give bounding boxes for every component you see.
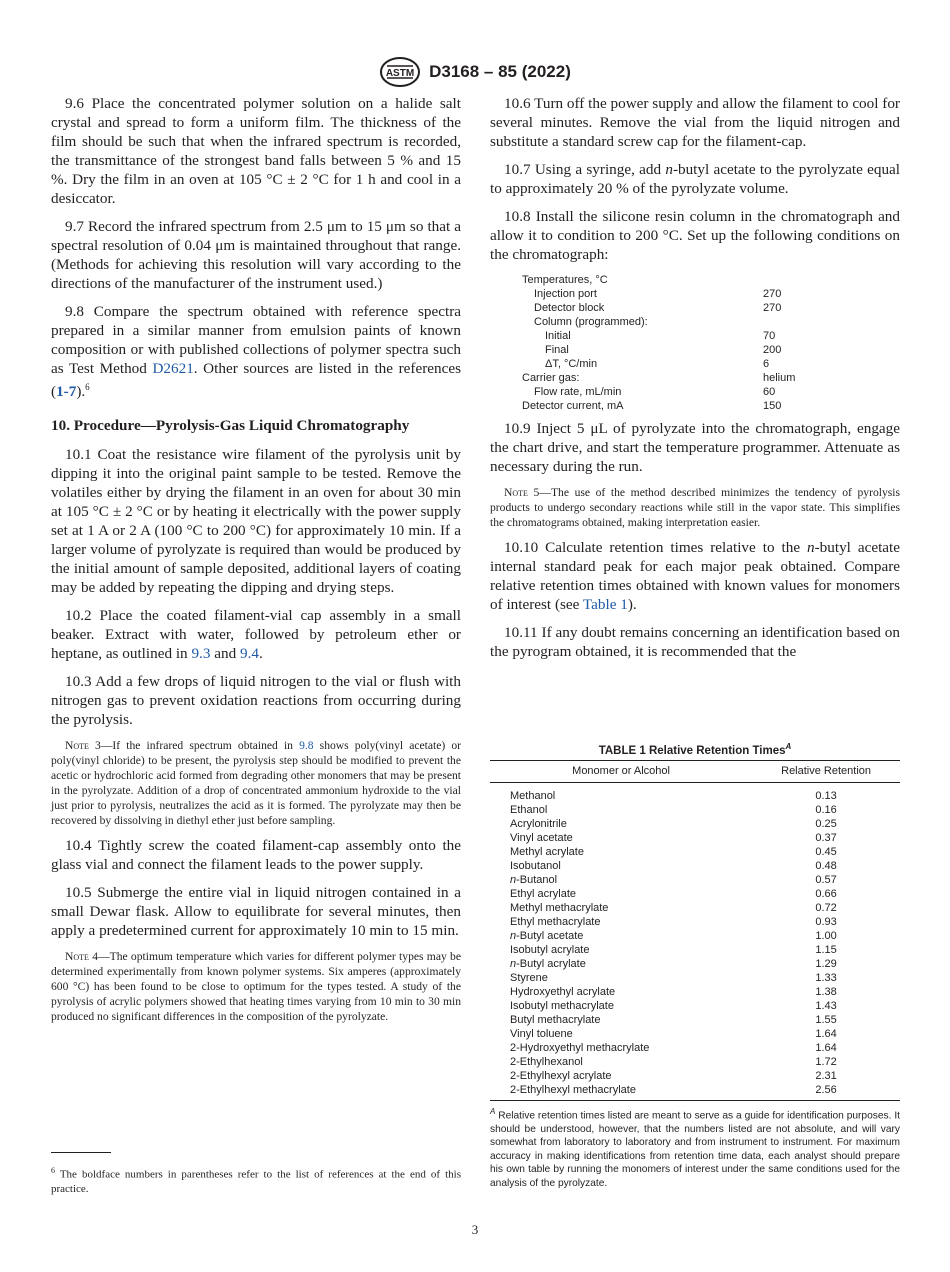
table-row (490, 1083, 900, 1097)
cell-monomer: Vinyl acetate (510, 831, 573, 844)
paragraph-10-3: 10.3 Add a few drops of liquid nitrogen to the vial or flush with nitrogen gas to prevent oxidation reactions from occurring during the pyrolysis. (51, 673, 461, 729)
column-header-monomer: Monomer or Alcohol (490, 760, 752, 782)
cell-retention: 0.57 (815, 873, 837, 886)
cell-retention: 0.93 (815, 915, 837, 928)
paragraph-10-10: 10.10 Calculate retention times relative to the n-butyl acetate internal standard peak for each major peak obtained. Compare relative retention times obtained with known values for monomers of interest (see Table 1). (490, 539, 900, 613)
column-header-retention: Relative Retention (752, 760, 900, 782)
cell-retention: 0.45 (815, 845, 837, 858)
cell-retention: 0.72 (815, 901, 837, 914)
left-column (51, 94, 461, 1032)
cell-retention: 0.37 (815, 831, 837, 844)
section-10-heading: 10. Procedure—Pyrolysis-Gas Liquid Chromatography (51, 417, 410, 435)
paragraph-10-5: 10.5 Submerge the entire vial in liquid nitrogen contained in a small Dewar flask. Allow to equilibrate for several minutes, then apply a predetermined current for approximately 10 min to 15 min. (51, 884, 461, 940)
page-header (0, 56, 950, 88)
retention-table (490, 760, 900, 1097)
cell-monomer: Styrene (510, 971, 548, 984)
svg-text:ASTM: ASTM (385, 68, 415, 79)
paragraph-10-9: 10.9 Inject 5 μL of pyrolyzate into the chromatograph, engage the chart drive, and start the temperature programmer. Attenuate as necessary during the run. (490, 420, 900, 475)
table-1 (490, 742, 900, 1190)
note-5: Note 5—The use of the method described minimizes the tendency of pyrolysis products to undergo secondary reactions while still in the vapor state. This simplifies the chromatograms obtained, making interpretation easier. (490, 486, 901, 529)
table-row (490, 1069, 900, 1083)
note-3: Note 3—If the infrared spectrum obtained in 9.8 shows poly(vinyl acetate) or poly(vinyl chloride) to be present, the pyrolysis step should be modified to prevent the acetic or hydrochloric acid formed from degrading other monomers that may be present in the pyrolyzate. Addition of a drop of concentrated ammonium hydroxide to the vial just prior to pyrolysis, neutralizes the acid as it is formed. The pyrolyzate may then be recovered by dissolving in diethyl ether just before sampling. (51, 739, 461, 828)
cell-monomer: Ethyl methacrylate (510, 915, 601, 928)
cell-retention: 1.00 (815, 929, 837, 942)
cell-monomer: Isobutyl methacrylate (510, 999, 614, 1012)
cell-retention: 1.33 (815, 971, 837, 984)
paragraph-10-11: 10.11 If any doubt remains concerning an identification based on the pyrogram obtained, it is recommended that the (490, 624, 900, 660)
link-9-3[interactable]: 9.3 (191, 645, 211, 663)
table-row (490, 845, 900, 859)
cell-retention: 1.15 (815, 943, 837, 956)
cell-monomer: Methanol (510, 789, 556, 802)
paragraph-10-1: 10.1 Coat the resistance wire filament of the pyrolysis unit by dipping it into the original paint sample to be tested. Remove the volatiles either by drying the filament in an oven for about 30 min at 105 °C ± 2 °C or by heating it electrically with the power supply set at 1 A or 2 A (100 °C to 200 °C) for approximately 10 min. If a larger volume of pyrolyzate is required than would be produced by the initial amount of sample deposited, additional layers of coating may be added by repeating the dipping and drying steps. (51, 446, 461, 597)
cell-retention: 2.56 (815, 1083, 837, 1096)
table-row (490, 1027, 900, 1041)
table-row (490, 1041, 900, 1055)
cell-retention: 1.55 (815, 1013, 837, 1026)
table-row (490, 859, 900, 873)
link-d2621[interactable]: D2621 (152, 360, 194, 377)
paragraph-9-7: 9.7 Record the infrared spectrum from 2.5 μm to 15 μm so that a spectral resolution of 0.04 μm is maintained throughout that range. (Methods for achieving this resolution will vary according to the directions of the manufacturer of the instrument used.) (51, 218, 461, 292)
table-1-title: TABLE 1 Relative Retention Times$^A$ (598, 742, 792, 757)
cell-monomer: Butyl methacrylate (510, 1013, 601, 1026)
cell-retention: 2.31 (815, 1069, 837, 1082)
table-row (490, 957, 900, 971)
cell-monomer: 2-Ethylhexyl acrylate (510, 1069, 612, 1082)
cell-monomer: n-Butyl acrylate (510, 957, 586, 970)
cell-retention: 0.48 (815, 859, 837, 872)
table-row (490, 985, 900, 999)
cell-retention: 1.43 (815, 999, 837, 1012)
table-row (490, 873, 900, 887)
cell-monomer: 2-Hydroxyethyl methacrylate (510, 1041, 650, 1054)
cell-monomer: Isobutanol (510, 859, 561, 872)
paragraph-10-4: 10.4 Tightly screw the coated filament-cap assembly onto the glass vial and connect the filament leads to the power supply. (51, 837, 461, 874)
cell-retention: 0.66 (815, 887, 837, 900)
paragraph-10-2: 10.2 Place the coated filament-vial cap assembly in a small beaker. Extract with water, followed by petroleum ether or heptane, as outlined in 9.3 and 9.4. (51, 607, 461, 663)
cell-retention: 0.25 (815, 817, 837, 830)
table-row (490, 1055, 900, 1069)
page-number: 3 (471, 1222, 479, 1237)
table-bottom-rule (490, 1100, 900, 1101)
cell-monomer: n-Butanol (510, 873, 558, 886)
table-row (490, 971, 900, 985)
document-id: D3168 – 85 (2022) (429, 62, 571, 81)
table-row (490, 831, 900, 845)
table-1-footnote: $^A$ Relative retention times listed are meant to serve as a guide for identification purposes. It should be understood, however, that the numbers listed are not absolute, and will vary somewhat from laboratory to laboratory and from instrument to instrument. For maximum accuracy in making identifications from retention time data, each analyst should prepare his own table by running the monomers of interest under the same conditions used for the analysis of the pyrolyzate. (490, 1106, 900, 1189)
cell-retention: 1.38 (815, 985, 837, 998)
paragraph-10-6: 10.6 Turn off the power supply and allow the filament to cool for several minutes. Remove the vial from the liquid nitrogen and substitute a standard screw cap for the filament-cap. (490, 95, 900, 150)
cell-monomer: Acrylonitrile (510, 817, 567, 830)
cell-retention: 1.72 (815, 1055, 837, 1068)
cell-monomer: 2-Ethylhexyl methacrylate (510, 1083, 636, 1096)
footnote-6: $^6$ The boldface numbers in parentheses refer to the list of references at the end of this practice. (51, 1166, 461, 1195)
table-row (490, 929, 900, 943)
cell-retention: 0.16 (815, 803, 837, 816)
paragraph-9-6: 9.6 Place the concentrated polymer solution on a halide salt crystal and spread to form a uniform film. The thickness of the film should be such that when the infrared spectrum is recorded, the transmittance of the strongest band falls between 5 % and 15 %. Dry the film in an oven at 105 °C ± 2 °C for 1 h and cool in a desiccator. (51, 95, 461, 207)
astm-logo-icon (379, 56, 421, 88)
table-row (490, 817, 900, 831)
cell-monomer: Ethanol (510, 803, 548, 816)
table-row (490, 1013, 900, 1027)
table-row (490, 943, 900, 957)
cell-monomer: Hydroxyethyl acrylate (510, 985, 616, 998)
paragraph-10-7: 10.7 Using a syringe, add n-butyl acetate to the pyrolyzate equal to approximately 20 % of the pyrolyzate volume. (490, 161, 900, 197)
link-references[interactable]: 1-7 (56, 383, 77, 401)
right-column (490, 94, 900, 670)
table-row (490, 999, 900, 1013)
table-row (490, 803, 900, 817)
paragraph-9-8: 9.8 Compare the spectrum obtained with reference spectra prepared in a similar manner from emulsion paints of known composition or with published collections of polymer spectra such as Test Method D2621. Other sources are listed in the references (1-7).$^6$ (51, 303, 461, 401)
link-9-4[interactable]: 9.4 (239, 645, 259, 663)
table-row (490, 915, 900, 929)
cell-retention: 0.13 (815, 789, 837, 802)
cell-retention: 1.29 (815, 957, 837, 970)
cell-monomer: Isobutyl acrylate (510, 943, 590, 956)
cell-monomer: Methyl acrylate (510, 845, 584, 858)
cell-monomer: Methyl methacrylate (510, 901, 609, 914)
table-row (490, 887, 900, 901)
link-table-1[interactable]: Table 1 (582, 596, 628, 613)
table-row (490, 782, 900, 803)
table-row (490, 901, 900, 915)
cell-monomer: Ethyl acrylate (510, 887, 577, 900)
note-4: Note 4—The optimum temperature which varies for different polymer types may be determined experimentally from known polymer systems. Six amperes (approximately 600 °C) has been found to be close to optimum for the types tested. A study of the pyrolysis of acrylic polymers showed that heating times varying from 10 min to 30 min produced no significant differences in the composition of the pyrolyzate. (51, 950, 461, 1024)
cell-retention: 1.64 (815, 1041, 837, 1054)
cell-monomer: 2-Ethylhexanol (510, 1055, 583, 1068)
cell-retention: 1.64 (815, 1027, 837, 1040)
paragraph-10-8: 10.8 Install the silicone resin column in the chromatograph and allow it to condition to 200 °C. Set up the following conditions on the chromatograph: (490, 208, 900, 263)
cell-monomer: Vinyl toluene (510, 1027, 573, 1040)
link-9-8[interactable]: 9.8 (299, 739, 314, 753)
chromatograph-conditions: Temperatures, °C Injection port 270 Detector block 270 Column (programmed): Initial 70 Final 200 ΔT, °C/min 6 Carrier gas: helium Flow rate, mL/min 60 Detector current, mA 150 (522, 274, 796, 412)
footnote-rule (51, 1152, 111, 1153)
cell-monomer: n-Butyl acetate (510, 929, 584, 942)
